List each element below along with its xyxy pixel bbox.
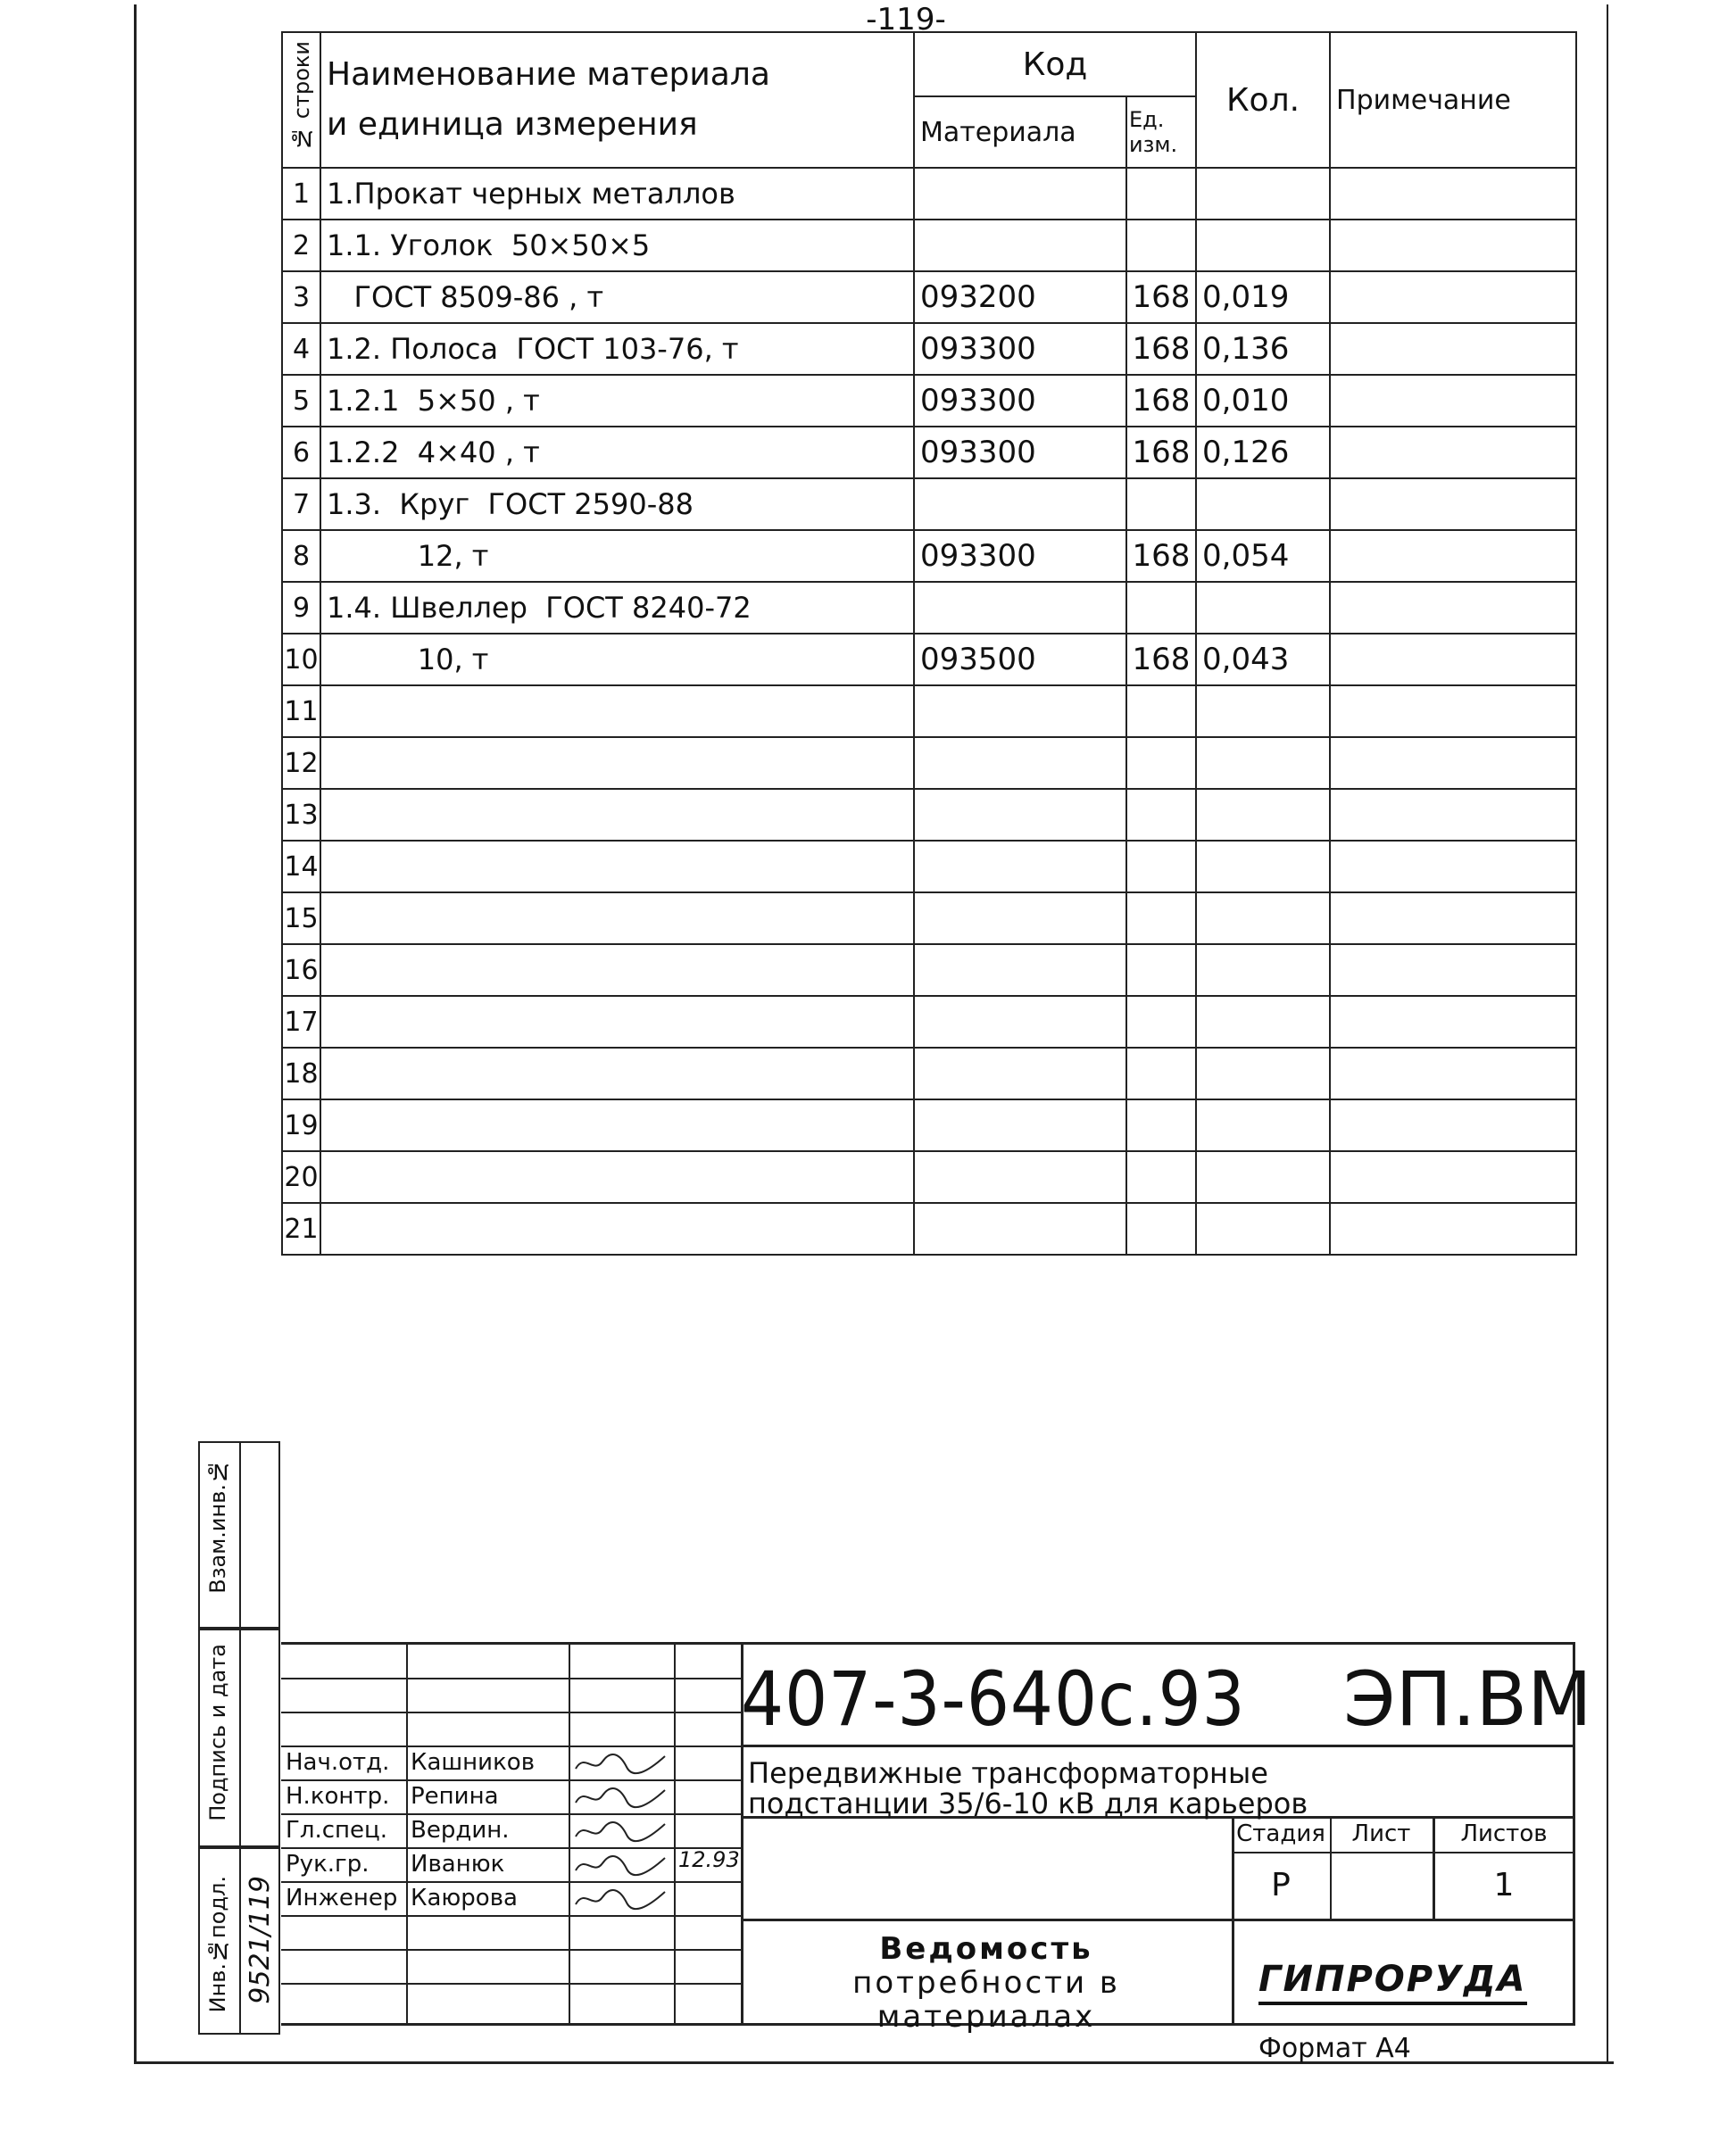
row-number: 7: [282, 478, 320, 530]
note: [1330, 1203, 1576, 1255]
note: [1330, 1099, 1576, 1151]
note: [1330, 375, 1576, 427]
unit-code: [1126, 944, 1196, 996]
materials-table: [281, 31, 1577, 1256]
row-number: 11: [282, 685, 320, 737]
material-code: [914, 996, 1126, 1048]
sheets-label: Листов: [1460, 1820, 1548, 1847]
row-number: 2: [282, 220, 320, 271]
sheet-title-line3: материалах: [876, 1999, 1096, 2035]
note: [1330, 271, 1576, 323]
material-code: 093300: [914, 375, 1126, 427]
header-code-material: Материала: [914, 96, 1126, 168]
header-code-unit: Ед. изм.: [1126, 96, 1196, 168]
row-number: 19: [282, 1099, 320, 1151]
unit-code: [1126, 685, 1196, 737]
signature-name: Вердин.: [411, 1817, 510, 1844]
quantity: [1196, 168, 1330, 220]
row-number: 9: [282, 582, 320, 634]
handwritten-signature: [571, 1853, 669, 1878]
drawing-frame-right-edge: [1607, 4, 1608, 2061]
note: [1330, 168, 1576, 220]
signature-role: Рук.гр.: [286, 1851, 370, 1878]
inv-orig-box: [198, 1847, 280, 2035]
quantity: [1196, 1099, 1330, 1151]
signature-name: Кашников: [411, 1749, 536, 1776]
row-number: 8: [282, 530, 320, 582]
organization-logo: ГИПРОРУДА: [1258, 1959, 1527, 2005]
unit-code: 168: [1126, 323, 1196, 375]
note: [1330, 427, 1576, 478]
material-name: 1.1. Уголок 50×50×5: [320, 220, 914, 271]
row-number: 1: [282, 168, 320, 220]
document-code: 407-3-640с.93: [741, 1655, 1246, 1743]
header-qty: Кол.: [1196, 32, 1330, 168]
row-number: 16: [282, 944, 320, 996]
unit-code: [1126, 168, 1196, 220]
table-row: [282, 1203, 1576, 1255]
material-code: [914, 582, 1126, 634]
signature-name: Каюрова: [411, 1885, 518, 1911]
signature-role: Нач.отд.: [286, 1749, 390, 1776]
material-code: [914, 944, 1126, 996]
material-name: [320, 1048, 914, 1099]
stage-value: Р: [1271, 1867, 1291, 1903]
quantity: 0,054: [1196, 530, 1330, 582]
sheet-label: Лист: [1351, 1820, 1411, 1847]
row-number: 5: [282, 375, 320, 427]
row-number: 13: [282, 789, 320, 841]
header-name: [320, 32, 914, 168]
row-number: 15: [282, 892, 320, 944]
row-number: 20: [282, 1151, 320, 1203]
quantity: 0,043: [1196, 634, 1330, 685]
quantity: [1196, 944, 1330, 996]
table-row: [282, 168, 1576, 220]
material-name: [320, 1099, 914, 1151]
signature-role: Н.контр.: [286, 1783, 390, 1810]
unit-code: [1126, 996, 1196, 1048]
note: [1330, 1151, 1576, 1203]
table-row: [282, 789, 1576, 841]
quantity: [1196, 1151, 1330, 1203]
material-name: [320, 944, 914, 996]
unit-code: 168: [1126, 634, 1196, 685]
table-row: [282, 1099, 1576, 1151]
quantity: 0,136: [1196, 323, 1330, 375]
sheet-title-line1: Ведомость: [879, 1931, 1093, 1967]
unit-code: [1126, 841, 1196, 892]
note: [1330, 841, 1576, 892]
note: [1330, 892, 1576, 944]
handwritten-signature: [571, 1751, 669, 1776]
sign-date: 12.93: [678, 1847, 740, 1872]
material-code: 093200: [914, 271, 1126, 323]
table-row: [282, 271, 1576, 323]
table-row: [282, 530, 1576, 582]
quantity: [1196, 220, 1330, 271]
sign-date-box: [198, 1629, 280, 1847]
note: [1330, 737, 1576, 789]
row-number: 4: [282, 323, 320, 375]
material-name: 12, т: [320, 530, 914, 582]
table-row: [282, 427, 1576, 478]
unit-code: 168: [1126, 271, 1196, 323]
note: [1330, 323, 1576, 375]
stage-label: Стадия: [1236, 1820, 1325, 1847]
row-number: 21: [282, 1203, 320, 1255]
page-number: -119-: [866, 2, 946, 37]
material-code: 093300: [914, 530, 1126, 582]
quantity: [1196, 582, 1330, 634]
sheet-title-line2: потребности в: [852, 1965, 1120, 2001]
signature-role: Инженер: [286, 1885, 398, 1911]
inv-orig-value: 9521/119: [245, 1876, 276, 2004]
note: [1330, 789, 1576, 841]
material-name: [320, 789, 914, 841]
unit-code: [1126, 220, 1196, 271]
table-row: [282, 1151, 1576, 1203]
material-code: [914, 685, 1126, 737]
row-number: 3: [282, 271, 320, 323]
material-code: [914, 789, 1126, 841]
handwritten-signature: [571, 1819, 669, 1844]
material-code: [914, 478, 1126, 530]
quantity: [1196, 1048, 1330, 1099]
note: [1330, 478, 1576, 530]
unit-code: [1126, 1151, 1196, 1203]
unit-code: [1126, 478, 1196, 530]
material-code: [914, 737, 1126, 789]
quantity: [1196, 841, 1330, 892]
unit-code: 168: [1126, 427, 1196, 478]
table-row: [282, 220, 1576, 271]
row-number: 10: [282, 634, 320, 685]
table-row: [282, 737, 1576, 789]
material-name: 10, т: [320, 634, 914, 685]
header-code: Код: [914, 32, 1196, 96]
row-number: 12: [282, 737, 320, 789]
table-row: [282, 375, 1576, 427]
material-code: [914, 220, 1126, 271]
row-number: 6: [282, 427, 320, 478]
table-row: [282, 323, 1576, 375]
inv-orig-label: Инв.№подл.: [205, 1876, 230, 2013]
material-name: 1.2. Полоса ГОСТ 103-76, т: [320, 323, 914, 375]
quantity: [1196, 478, 1330, 530]
quantity: [1196, 737, 1330, 789]
unit-code: [1126, 789, 1196, 841]
material-name: [320, 685, 914, 737]
material-code: 093300: [914, 427, 1126, 478]
material-name: 1.4. Швеллер ГОСТ 8240-72: [320, 582, 914, 634]
signature-name: Репина: [411, 1783, 499, 1810]
table-row: [282, 996, 1576, 1048]
unit-code: 168: [1126, 375, 1196, 427]
handwritten-signature: [571, 1785, 669, 1810]
quantity: [1196, 996, 1330, 1048]
material-code: [914, 1099, 1126, 1151]
material-code: [914, 841, 1126, 892]
table-row: [282, 841, 1576, 892]
sign-date-label: Подпись и дата: [205, 1644, 230, 1821]
handwritten-signature: [571, 1886, 669, 1911]
header-name-line2: и единица измерения: [327, 106, 698, 143]
note: [1330, 634, 1576, 685]
note: [1330, 582, 1576, 634]
note: [1330, 220, 1576, 271]
material-code: [914, 168, 1126, 220]
material-name: [320, 737, 914, 789]
paper-format: Формат А4: [1258, 2033, 1411, 2064]
note: [1330, 944, 1576, 996]
quantity: [1196, 685, 1330, 737]
table-body: [282, 168, 1576, 1255]
material-name: [320, 1203, 914, 1255]
quantity: [1196, 892, 1330, 944]
material-code: [914, 1048, 1126, 1099]
material-name: 1.2.1 5×50 , т: [320, 375, 914, 427]
row-number: 14: [282, 841, 320, 892]
quantity: 0,126: [1196, 427, 1330, 478]
unit-code: [1126, 1048, 1196, 1099]
project-name: [748, 1758, 1308, 1819]
table-row: [282, 944, 1576, 996]
sheet-title: [741, 1932, 1232, 2034]
material-name: [320, 1151, 914, 1203]
note: [1330, 530, 1576, 582]
material-name: 1.2.2 4×40 , т: [320, 427, 914, 478]
material-name: [320, 841, 914, 892]
quantity: 0,019: [1196, 271, 1330, 323]
material-code: [914, 1151, 1126, 1203]
unit-code: [1126, 582, 1196, 634]
quantity: 0,010: [1196, 375, 1330, 427]
note: [1330, 996, 1576, 1048]
document-suffix: ЭП.ВМ: [1343, 1655, 1592, 1743]
material-name: ГОСТ 8509-86 , т: [320, 271, 914, 323]
signature-name: Иванюк: [411, 1851, 505, 1878]
material-name: [320, 892, 914, 944]
table-row: [282, 582, 1576, 634]
header-row-number: № строки: [282, 32, 320, 168]
quantity: [1196, 789, 1330, 841]
table-row: [282, 634, 1576, 685]
unit-code: 168: [1126, 530, 1196, 582]
sheets-value: 1: [1493, 1867, 1515, 1903]
unit-code: [1126, 737, 1196, 789]
table-row: [282, 478, 1576, 530]
material-code: [914, 1203, 1126, 1255]
note: [1330, 1048, 1576, 1099]
material-name: [320, 996, 914, 1048]
material-name: 1.3. Круг ГОСТ 2590-88: [320, 478, 914, 530]
table-row: [282, 892, 1576, 944]
signature-role: Гл.спец.: [286, 1817, 387, 1844]
replace-inv-box: [198, 1441, 280, 1629]
material-code: 093500: [914, 634, 1126, 685]
table-row: [282, 685, 1576, 737]
project-name-line2: подстанции 35/6-10 кВ для карьеров: [748, 1787, 1308, 1820]
row-number: 17: [282, 996, 320, 1048]
material-code: 093300: [914, 323, 1126, 375]
note: [1330, 685, 1576, 737]
table-header-row-1: [282, 32, 1576, 96]
header-name-line1: Наименование материала: [327, 56, 770, 93]
replace-inv-label: Взам.инв.№: [205, 1459, 230, 1594]
row-number: 18: [282, 1048, 320, 1099]
table-row: [282, 1048, 1576, 1099]
project-name-line1: Передвижные трансформаторные: [748, 1756, 1268, 1790]
quantity: [1196, 1203, 1330, 1255]
unit-code: [1126, 1099, 1196, 1151]
header-note: Примечание: [1330, 32, 1576, 168]
unit-code: [1126, 1203, 1196, 1255]
material-name: 1.Прокат черных металлов: [320, 168, 914, 220]
unit-code: [1126, 892, 1196, 944]
material-code: [914, 892, 1126, 944]
